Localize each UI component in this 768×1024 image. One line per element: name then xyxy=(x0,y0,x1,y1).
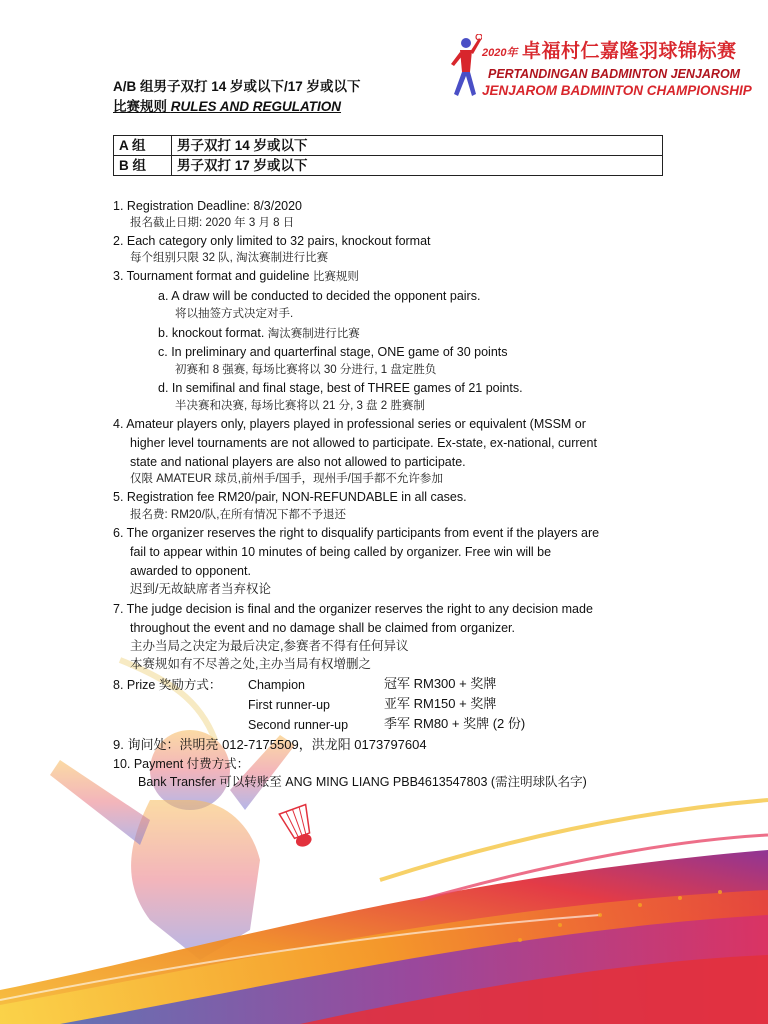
rule-7-cn-line1: 主办当局之决定为最后决定,参赛者不得有任何异议 xyxy=(130,639,409,653)
prize-reward: 冠军 RM300 + 奖牌 xyxy=(384,676,497,691)
rule-6-en-line2: fail to appear within 10 minutes of being called by organizer. Free win will be xyxy=(130,545,552,559)
badminton-player-icon xyxy=(446,34,482,106)
rule-5-cn: 报名费: RM20/队,在所有情况下都不予退还 xyxy=(130,509,346,521)
rule-3-en-text: 3. Tournament format and guideline xyxy=(113,269,313,283)
page-title: A/B 组男子双打 14 岁或以下/17 岁或以下 xyxy=(113,79,361,94)
rule-1-cn: 报名截止日期: 2020 年 3 月 8 日 xyxy=(130,217,295,229)
rule-4-en-line3: state and national players are also not allowed to participate. xyxy=(130,455,466,469)
logo-english-title: JENJAROM BADMINTON CHAMPIONSHIP xyxy=(482,83,752,98)
rule-3b-en-text: b. knockout format. xyxy=(158,326,268,340)
subtitle-cn: 比赛规则 xyxy=(113,99,171,114)
rule-7-en-line1: 7. The judge decision is final and the organizer reserves the right to any decision made xyxy=(113,602,593,616)
shuttlecock-graphic xyxy=(279,805,319,851)
logo-malay-title: PERTANDINGAN BADMINTON JENJAROM xyxy=(488,67,741,81)
rule-7-cn-line2: 本赛规如有不尽善之处,主办当局有权增删之 xyxy=(130,657,371,671)
enquiry-contact: 9. 询问处：洪明亮 012-7175509，洪龙阳 0173797604 xyxy=(113,737,427,752)
prize-place: First runner-up xyxy=(248,698,330,712)
table-row xyxy=(114,156,663,176)
rule-2-en: 2. Each category only limited to 32 pairs, knockout format xyxy=(113,234,431,248)
rule-5-en: 5. Registration fee RM20/pair, NON-REFUNDABLE in all cases. xyxy=(113,490,467,504)
prize-label-cn: 奖励方式： xyxy=(158,678,222,692)
rule-4-en-line1: 4. Amateur players only, players played in professional series or equivalent (MSSM or xyxy=(113,417,586,431)
logo-chinese-title: 卓福村仁嘉隆羽球锦标赛 xyxy=(522,41,737,62)
rule-3c-cn: 初赛和 8 强赛, 每场比赛将以 30 分进行, 1 盘定胜负 xyxy=(175,364,437,376)
prize-reward: 亚军 RM150 + 奖牌 xyxy=(384,696,497,711)
rule-6-en-line3: awarded to opponent. xyxy=(130,564,251,578)
rule-3c-en: c. In preliminary and quarterfinal stage, ONE game of 30 points xyxy=(158,345,508,359)
rule-4-cn: 仅限 AMATEUR 球员,前州手/国手，现州手/国手都不允许参加 xyxy=(130,473,443,485)
rule-3-cn-text: 比赛规则 xyxy=(312,271,359,283)
prize-label-en: 8. Prize xyxy=(113,678,159,692)
championship-logo xyxy=(440,30,752,110)
subtitle-en: RULES AND REGULATION xyxy=(170,99,342,114)
prize-label xyxy=(113,676,221,694)
rule-6-cn: 迟到/无故缺席者当弃权论 xyxy=(130,582,271,596)
rule-3a-cn: 将以抽签方式决定对手. xyxy=(175,308,294,320)
rule-4-en-line2: higher level tournaments are not allowed to participate. Ex-state, ex-national, current xyxy=(130,436,597,450)
logo-year: 2020年 xyxy=(482,47,518,59)
rule-3-en xyxy=(113,267,359,286)
group-name: A 组 xyxy=(114,136,172,156)
rule-2-cn: 每个组别只限 32 队, 淘汰赛制进行比赛 xyxy=(130,252,329,264)
rule-3a-en: a. A draw will be conducted to decided the opponent pairs. xyxy=(158,289,481,303)
group-name: B 组 xyxy=(114,156,172,176)
payment-details: Bank Transfer 可以转账至 ANG MING LIANG PBB4613547803 (需注明球队名字) xyxy=(138,775,587,789)
rule-3d-en: d. In semifinal and final stage, best of THREE games of 21 points. xyxy=(158,381,523,395)
page-subtitle xyxy=(113,98,341,116)
table-row xyxy=(114,136,663,156)
group-description: 男子双打 14 岁或以下 xyxy=(172,136,663,156)
prize-place: Champion xyxy=(248,678,305,692)
rule-6-en-line1: 6. The organizer reserves the right to disqualify participants from event if the players are xyxy=(113,526,600,540)
rule-1-en: 1. Registration Deadline: 8/3/2020 xyxy=(113,199,303,213)
groups-table xyxy=(113,135,663,176)
rule-7-en-line2: throughout the event and no damage shall be claimed from organizer. xyxy=(130,621,515,635)
prize-reward: 季军 RM80 + 奖牌 (2 份) xyxy=(384,716,526,731)
rule-3d-cn: 半决赛和决赛, 每场比赛将以 21 分, 3 盘 2 胜赛制 xyxy=(175,400,425,412)
rule-3b-en xyxy=(158,324,360,343)
payment-label: 10. Payment 付费方式： xyxy=(113,757,250,771)
rule-3b-cn-text: 淘汰赛制进行比赛 xyxy=(267,328,360,340)
prize-place: Second runner-up xyxy=(248,718,349,732)
group-description: 男子双打 17 岁或以下 xyxy=(172,156,663,176)
